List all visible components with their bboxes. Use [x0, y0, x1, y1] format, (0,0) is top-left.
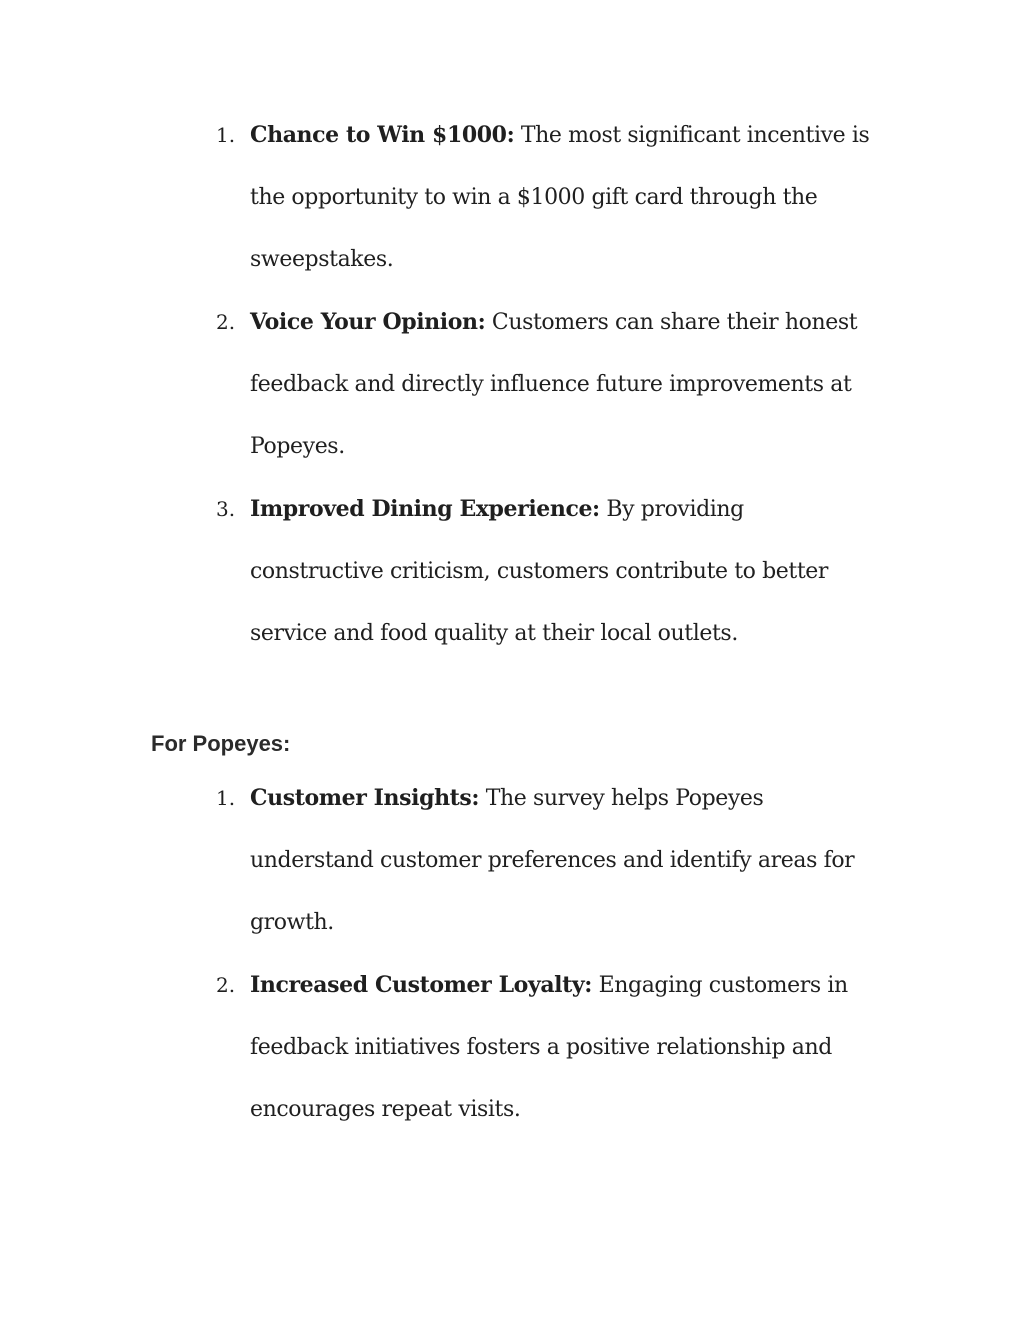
list-item — [0, 767, 1024, 954]
list-item-body — [250, 291, 880, 478]
list-item-title: Customer Insights: — [250, 785, 480, 811]
list-item-number: 1. — [216, 123, 236, 147]
list-item-body — [250, 767, 880, 954]
list-item-title: Increased Customer Loyalty: — [250, 972, 593, 998]
list-item-body — [250, 478, 880, 665]
list-item-number: 2. — [216, 973, 236, 997]
list-item-number: 3. — [216, 497, 236, 521]
list-item-text: The most significant incentive is the opportunity to win a $1000 gift card through the sweepstakes. — [250, 123, 870, 272]
list-item-text: The survey helps Popeyes understand customer preferences and identify areas for growth. — [250, 786, 855, 935]
list-item-text: Engaging customers in feedback initiatives fosters a positive relationship and encourages repeat visits. — [250, 973, 848, 1122]
list-item-title: Chance to Win $1000: — [250, 122, 515, 148]
list-item — [0, 954, 1024, 1141]
list-item-body — [250, 954, 880, 1141]
list-item-text: Customers can share their honest feedback and directly influence future improvements at Popeyes. — [250, 310, 858, 459]
list-item — [0, 291, 1024, 478]
customer-benefits-list — [0, 104, 1024, 665]
list-item — [0, 478, 1024, 665]
list-item — [0, 104, 1024, 291]
list-item-text: By providing constructive criticism, customers contribute to better service and food quality at their local outlets. — [250, 497, 829, 646]
list-item-title: Voice Your Opinion: — [250, 309, 486, 335]
section-heading: For Popeyes: — [151, 731, 291, 756]
list-item-number: 1. — [216, 786, 236, 810]
list-item-body — [250, 104, 880, 291]
list-item-number: 2. — [216, 310, 236, 334]
popeyes-benefits-list — [0, 767, 1024, 1141]
list-item-title: Improved Dining Experience: — [250, 496, 600, 522]
